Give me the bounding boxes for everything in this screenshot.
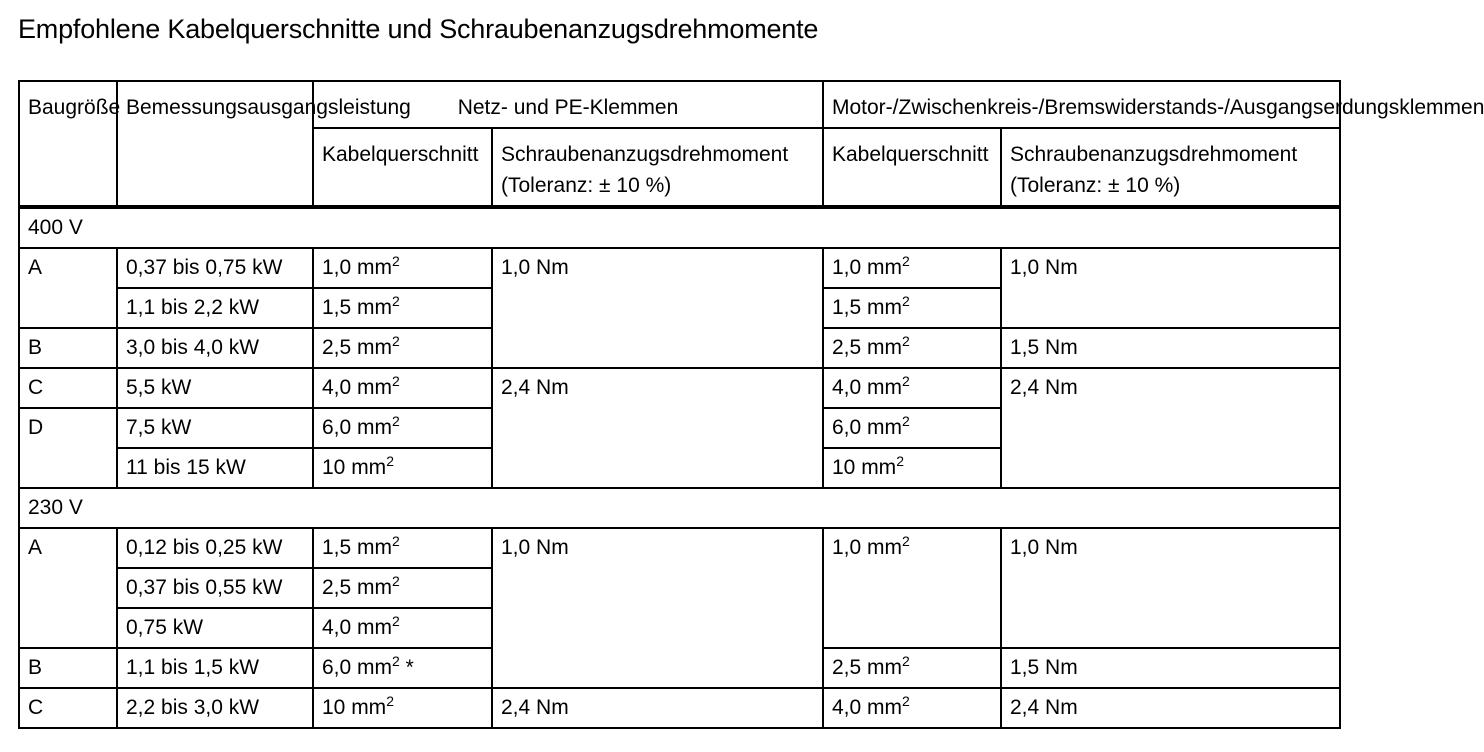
power-cell: 2,2 bis 3,0 kW — [117, 688, 313, 728]
header-mains-cable: Kabelquerschnitt — [313, 128, 492, 207]
size-cell: C — [19, 368, 117, 408]
section-row-400v — [19, 207, 1340, 248]
mains-torque-cell: 2,4 Nm — [492, 688, 823, 728]
mains-torque-cell: 2,4 Nm — [492, 368, 823, 488]
power-cell: 7,5 kW — [117, 408, 313, 448]
motor-cable-cell: 4,0 $mm^2$ — [823, 368, 1001, 408]
mains-cable-cell: 6,0 $mm^2$ * — [313, 648, 492, 688]
size-cell: B — [19, 328, 117, 368]
power-cell: 11 bis 15 kW — [117, 448, 313, 488]
page-title: Empfohlene Kabelquerschnitte und Schraubenanzugsdrehmomente — [18, 14, 819, 44]
power-cell: 0,12 bis 0,25 kW — [117, 528, 313, 568]
motor-torque-cell: 1,0 Nm — [1001, 248, 1340, 328]
mains-cable-cell: 1,5 $mm^2$ — [313, 288, 492, 328]
motor-cable-cell: 1,5 $mm^2$ — [823, 288, 1001, 328]
header-mains-torque: Schraubenanzugsdrehmoment (Toleranz: ± 10 %) — [492, 128, 823, 207]
mains-cable-cell: 10 $mm^2$ — [313, 448, 492, 488]
mains-cable-cell: 4,0 $mm^2$ — [313, 608, 492, 648]
motor-cable-cell: 2,5 $mm^2$ — [823, 648, 1001, 688]
motor-cable-cell: 10 $mm^2$ — [823, 448, 1001, 488]
table-row — [19, 688, 1340, 728]
section-label: 230 V — [19, 488, 1340, 528]
table-row — [19, 528, 1340, 568]
header-motor-torque: Schraubenanzugsdrehmoment (Toleranz: ± 10 %) — [1001, 128, 1340, 207]
header-mains-group: Netz- und PE-Klemmen — [313, 81, 823, 128]
header-motor-group: Motor-/Zwischenkreis-/Bremswiderstands-/Ausgangserdungsklemmen — [823, 81, 1340, 128]
header-size: Baugröße — [19, 81, 117, 207]
motor-torque-cell: 1,5 Nm — [1001, 648, 1340, 688]
section-label: 400 V — [19, 207, 1340, 248]
mains-cable-cell: 2,5 $mm^2$ — [313, 328, 492, 368]
motor-torque-cell: 1,0 Nm — [1001, 528, 1340, 648]
power-cell: 5,5 kW — [117, 368, 313, 408]
motor-cable-cell: 2,5 $mm^2$ — [823, 328, 1001, 368]
mains-torque-cell: 1,0 Nm — [492, 248, 823, 368]
table-row — [19, 248, 1340, 288]
footnote-marker: * — [405, 656, 414, 679]
cable-torque-table — [18, 80, 1484, 729]
header-power: Bemessungsausgangsleistung — [117, 81, 313, 207]
mains-cable-cell: 2,5 $mm^2$ — [313, 568, 492, 608]
power-cell: 1,1 bis 1,5 kW — [117, 648, 313, 688]
motor-torque-cell: 1,5 Nm — [1001, 328, 1340, 368]
motor-cable-cell: 4,0 $mm^2$ — [823, 688, 1001, 728]
motor-torque-cell: 2,4 Nm — [1001, 368, 1340, 488]
motor-cable-cell: 6,0 $mm^2$ — [823, 408, 1001, 448]
size-cell: B — [19, 648, 117, 688]
mains-cable-cell: 10 $mm^2$ — [313, 688, 492, 728]
section-row-230v — [19, 488, 1340, 528]
motor-cable-cell: 1,0 $mm^2$ — [823, 528, 1001, 648]
mains-torque-cell: 1,0 Nm — [492, 528, 823, 688]
size-cell: A — [19, 528, 117, 648]
power-cell: 3,0 bis 4,0 kW — [117, 328, 313, 368]
motor-torque-cell: 2,4 Nm — [1001, 688, 1340, 728]
size-cell: A — [19, 248, 117, 328]
size-cell: D — [19, 408, 117, 488]
mains-cable-cell: 1,5 $mm^2$ — [313, 528, 492, 568]
motor-cable-cell: 1,0 $mm^2$ — [823, 248, 1001, 288]
table-row — [19, 368, 1340, 408]
size-cell: C — [19, 688, 117, 728]
power-cell: 0,75 kW — [117, 608, 313, 648]
mains-cable-cell: 4,0 $mm^2$ — [313, 368, 492, 408]
power-cell: 1,1 bis 2,2 kW — [117, 288, 313, 328]
power-cell: 0,37 bis 0,55 kW — [117, 568, 313, 608]
mains-cable-cell: 6,0 $mm^2$ — [313, 408, 492, 448]
header-motor-cable: Kabelquerschnitt — [823, 128, 1001, 207]
power-cell: 0,37 bis 0,75 kW — [117, 248, 313, 288]
mains-cable-cell: 1,0 $mm^2$ — [313, 248, 492, 288]
